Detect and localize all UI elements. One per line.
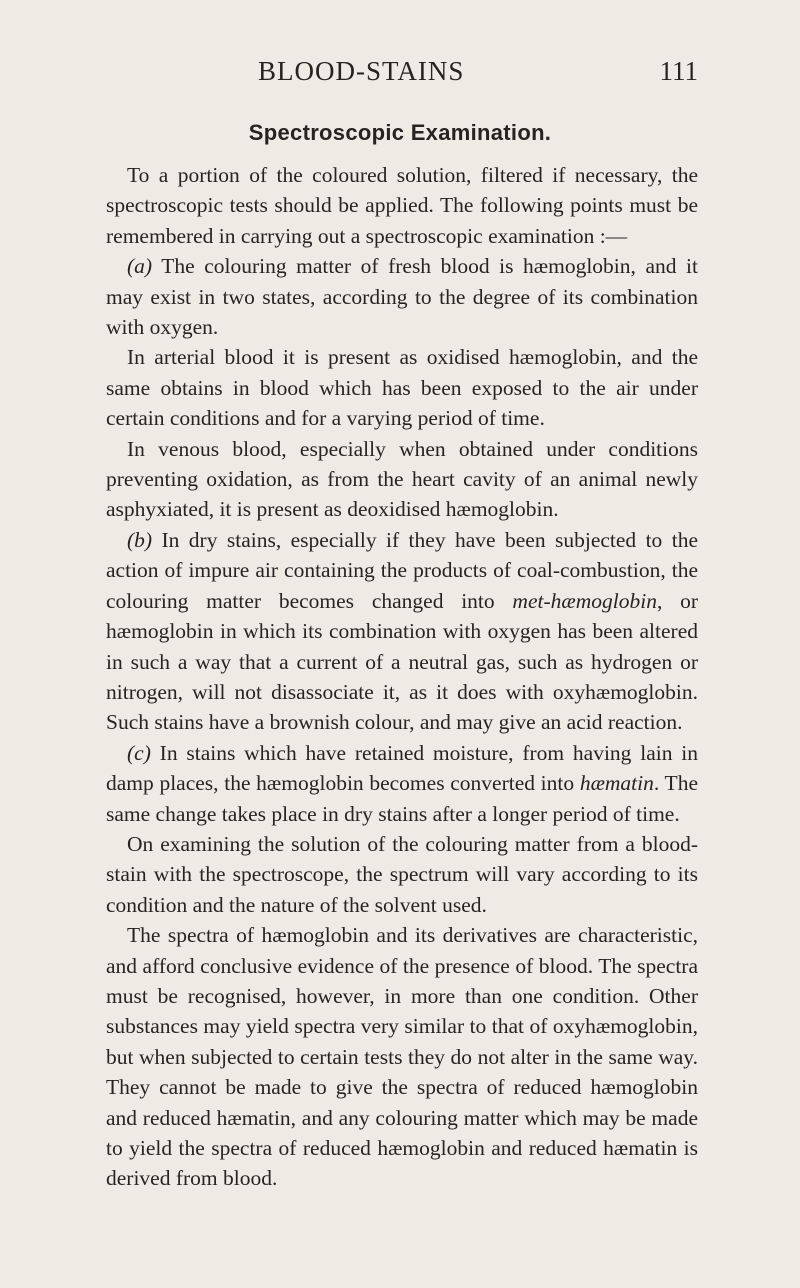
page-number: 111 bbox=[659, 56, 698, 86]
paragraph-spectra: The spectra of hæmoglobin and its derivatives are characteristic, and afford conclusive evidence of the presence of blood. The spectra must be recognised, however, in more than one condition. Other substances may yield spectra very similar to that of oxyhæmoglobin, but when subjected to certain tests they do not alter in the same way. They cannot be made to give the spectra of reduced hæmoglobin and reduced hæmatin, and any colouring matter which may be made to yield the spectra of reduced hæmoglobin and reduced hæmatin is derived from blood. bbox=[106, 923, 698, 1191]
paragraph-a-text: The colouring matter of fresh blood is hæmoglobin, and it may exist in two states, according to the degree of its combination with oxygen. bbox=[106, 254, 698, 340]
item-label-c: (c) bbox=[127, 740, 151, 765]
paragraph-c bbox=[106, 738, 698, 829]
term-methaemoglobin: met-hæmoglobin bbox=[512, 588, 657, 613]
paragraph-intro: To a portion of the coloured solution, filtered if necessary, the spectroscopic tests should be applied. The following points must be remembered in carrying out a spectroscopic examination :— bbox=[106, 163, 698, 248]
paragraph-b bbox=[106, 525, 698, 738]
item-label-a: (a) bbox=[127, 254, 153, 279]
item-label-b: (b) bbox=[127, 527, 153, 552]
section-title: Spectroscopic Examination. bbox=[248, 120, 552, 145]
paragraph-c-text-1: In stains which have retained moisture, from having lain in damp places, the hæmoglobin becomes converted into bbox=[106, 740, 698, 796]
paragraph-c-text-2: . The same change takes place in dry stains after a longer period of time. bbox=[106, 771, 698, 826]
body-text bbox=[106, 160, 698, 1194]
paragraph-b-text-2: , or hæmoglobin in which its combination with oxygen has been altered in such a way that a current of a neutral gas, such as hydrogen or nitrogen, will not disassociate it, as it does with oxyhæmoglobin. Such stains have a brownish colour, and may give an acid reaction. bbox=[106, 588, 698, 735]
paragraph-examining: On examining the solution of the colouring matter from a blood-stain with the spectroscope, the spectrum will vary according to its condition and the nature of the solvent used. bbox=[106, 831, 698, 917]
page-header bbox=[258, 56, 698, 96]
paragraph-b-text-1: In dry stains, especially if they have been subjected to the action of impure air containing the products of coal-combustion, the colouring matter becomes changed into bbox=[106, 527, 698, 613]
paragraph-a bbox=[106, 251, 698, 342]
paragraph-arterial: In arterial blood it is present as oxidised hæmoglobin, and the same obtains in blood which has been exposed to the air under certain conditions and for a varying period of time. bbox=[106, 345, 698, 431]
running-head: BLOOD-STAINS bbox=[258, 56, 465, 86]
term-haematin: hæmatin bbox=[579, 771, 654, 796]
paragraph-venous: In venous blood, especially when obtained under conditions preventing oxidation, as from the heart cavity of an animal newly asphyxiated, it is present as deoxidised hæmoglobin. bbox=[106, 436, 698, 522]
